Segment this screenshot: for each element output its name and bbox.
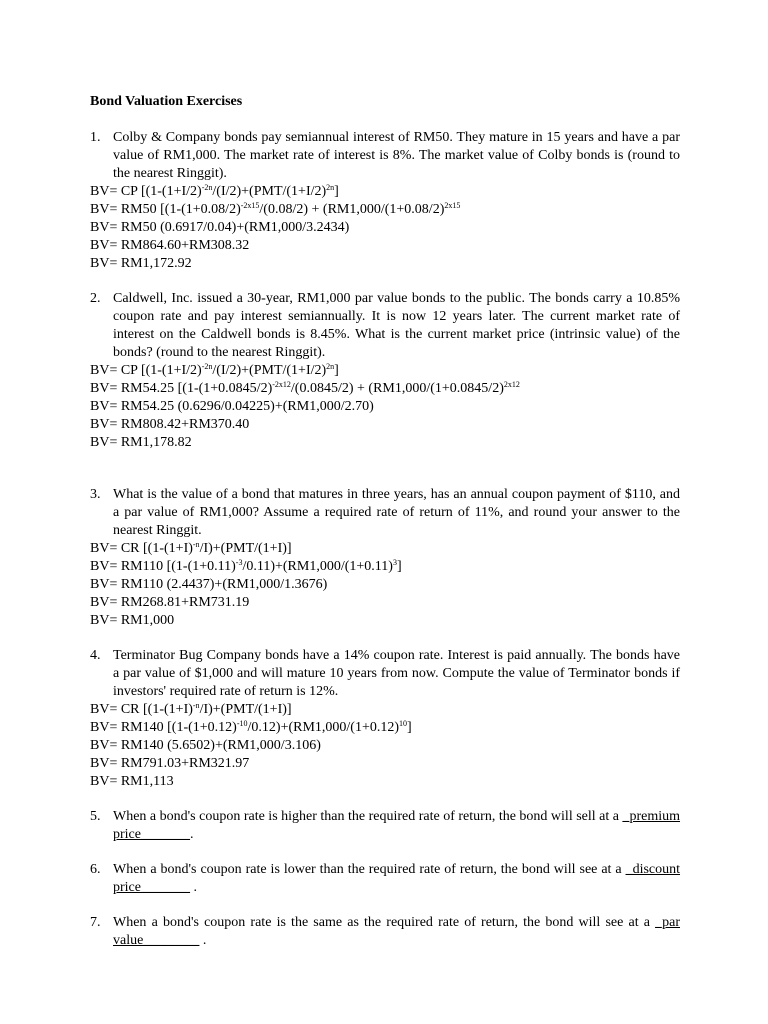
question-text: Terminator Bug Company bonds have a 14% coupon rate. Interest is paid annually. The bonds have a par value of $1,000 and will mature 10 years from now. Compute the value of Terminator bonds if investors' required rate of return is 12%. xyxy=(113,648,680,699)
substitution-line: BV= RM110 [$(1-(1+0.11)^{-3}/0.11)+(RM1,000/(1+0.11)^3]$ xyxy=(90,558,402,574)
solution-steps xyxy=(90,362,680,452)
substitution-line: BV= RM54.25 [($1-(1+0.0845/2)^{-2x12}/(0.0845/2) + (RM1,000/(1+0.0845/2)^{2x12}$ xyxy=(90,380,520,396)
calculation-line: BV= RM50 (0.6917/0.04)+(RM1,000/3.2434) xyxy=(90,220,350,235)
calculation-line: BV= RM268.81+RM731.19 xyxy=(90,595,250,610)
question-number: 1. xyxy=(90,130,101,145)
question-3 xyxy=(90,486,680,630)
question-text: When a bond's coupon rate is higher than the required rate of return, the bond will sell at a xyxy=(113,809,619,824)
substitution-line: BV= RM50 [($1-(1+0.08/2)^{-2x15}/(0.08/2) + (RM1,000/(1+0.08/2)^{2x15}$ xyxy=(90,201,461,217)
formula-line: BV= CP [($1-(1+I/2)^{-2n}/(I/2)+(PMT/(1+I/2)^{2n}]$ xyxy=(90,362,339,378)
question-number: 7. xyxy=(90,915,101,930)
question-number: 5. xyxy=(90,809,101,824)
answer-line: BV= RM1,000 xyxy=(90,613,175,628)
question-2 xyxy=(90,290,680,452)
question-1 xyxy=(90,129,680,273)
question-text: When a bond's coupon rate is the same as the required rate of return, the bond will see at a xyxy=(113,915,650,930)
question-text: When a bond's coupon rate is lower than the required rate of return, the bond will see at a xyxy=(113,862,622,877)
question-6: 6. When a bond's coupon rate is lower than the required rate of return, the bond will see at a _discount price_______ . xyxy=(90,862,681,895)
question-text: Caldwell, Inc. issued a 30-year, RM1,000 par value bonds to the public. The bonds carry a 10.85% coupon rate and pay interest semiannually. It is now 12 years later. The current market rate of interest on the Caldwell bonds is 8.45%. What is the current market price (intrinsic value) of the bonds? (round to the nearest Ringgit). xyxy=(113,291,680,360)
question-text: What is the value of a bond that matures in three years, has an annual coupon payment of $110, and a par value of RM1,000? Assume a required rate of return of 11%, and round your answer to the nearest Ringgit. xyxy=(113,487,680,538)
solution-steps xyxy=(90,183,680,273)
question-number: 2. xyxy=(90,291,101,306)
answer-blank: _discount price_______ xyxy=(113,862,681,895)
calculation-line: BV= RM110 (2.4437)+(RM1,000/1.3676) xyxy=(90,577,328,592)
answer-line: BV= RM1,178.82 xyxy=(90,435,192,450)
calculation-line: BV= RM864.60+RM308.32 xyxy=(90,238,250,253)
answer-line: BV= RM1,113 xyxy=(90,774,174,789)
answer-blank: _premium price_______ xyxy=(113,809,681,842)
formula-line: BV= CP [($1-(1+I/2)^{-2n}/(I/2)+(PMT/(1+I/2)^{2n}]$ xyxy=(90,183,339,199)
document-title: Bond Valuation Exercises xyxy=(90,94,243,109)
question-7: 7. When a bond's coupon rate is the same as the required rate of return, the bond will see at a _par value________ . xyxy=(90,915,680,948)
calculation-line: BV= RM140 (5.6502)+(RM1,000/3.106) xyxy=(90,738,321,753)
solution-steps xyxy=(90,701,680,791)
question-4 xyxy=(90,647,680,791)
calculation-line: BV= RM791.03+RM321.97 xyxy=(90,756,250,771)
formula-line: BV= CR [$(1-(1+I)^{-n}/I)+(PMT/(1+I)]$ xyxy=(90,540,292,556)
answer-blank: _par value________ xyxy=(113,915,680,948)
question-text: Colby & Company bonds pay semiannual interest of RM50. They mature in 15 years and have a par value of RM1,000. The market rate of interest is 8%. The market value of Colby bonds is (round to the nearest Ringgit). xyxy=(113,130,680,181)
answer-line: BV= RM1,172.92 xyxy=(90,256,192,271)
question-number: 4. xyxy=(90,648,101,663)
formula-line: BV= CR [$(1-(1+I)^{-n}/I)+(PMT/(1+I)]$ xyxy=(90,701,292,717)
question-number: 6. xyxy=(90,862,101,877)
solution-steps xyxy=(90,540,680,630)
question-5: 5. When a bond's coupon rate is higher than the required rate of return, the bond will sell at a _premium price_______. xyxy=(90,809,681,842)
substitution-line: BV= RM140 [$(1-(1+0.12)^{-10}/0.12)+(RM1,000/(1+0.12)^{10}]$ xyxy=(90,719,412,735)
calculation-line: BV= RM808.42+RM370.40 xyxy=(90,417,250,432)
calculation-line: BV= RM54.25 (0.6296/0.04225)+(RM1,000/2.70) xyxy=(90,399,374,414)
question-number: 3. xyxy=(90,487,101,502)
